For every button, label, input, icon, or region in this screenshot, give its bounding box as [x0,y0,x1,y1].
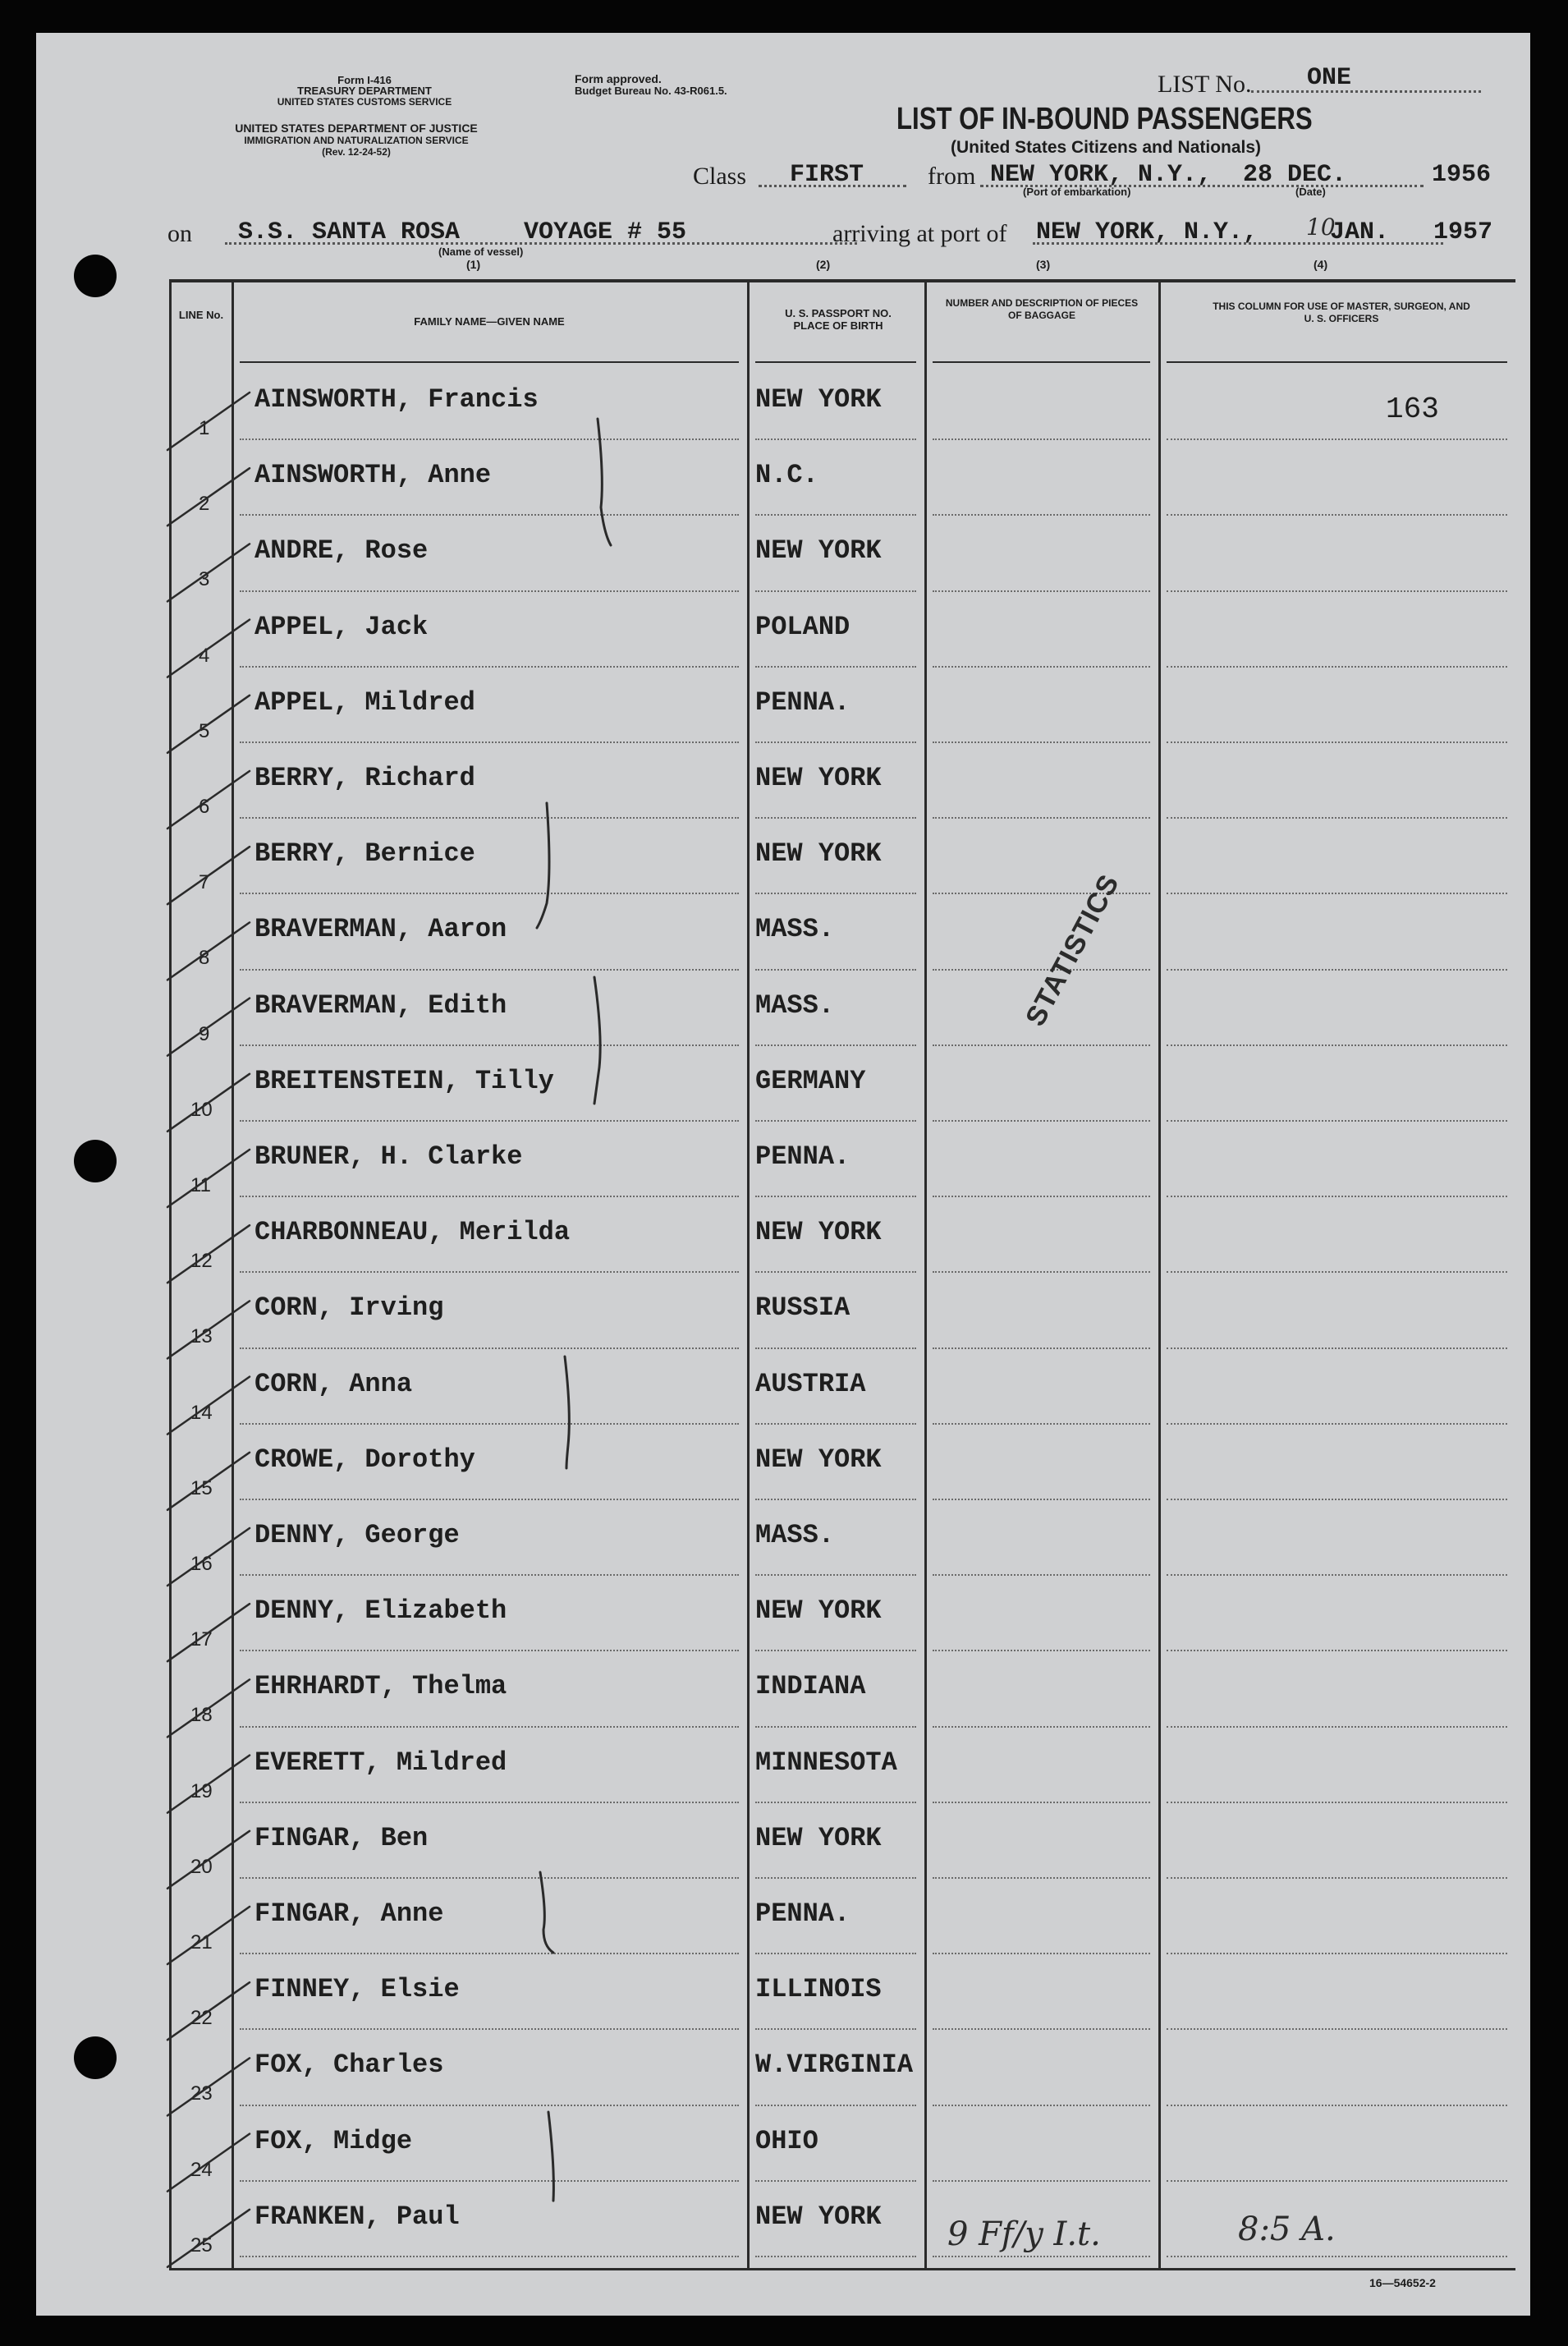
row-dotted-rule [755,2180,916,2182]
header-baggage: NUMBER AND DESCRIPTION OF PIECES OF BAGGAGE [945,297,1139,321]
row-dotted-rule [1167,2180,1507,2182]
row-dotted-rule [755,893,916,894]
place-of-birth: GERMANY [755,1065,866,1096]
row-dotted-rule [1167,1802,1507,1803]
table-row [36,2036,1530,2112]
row-dotted-rule [1167,514,1507,516]
document-page [36,33,1530,2316]
row-dotted-rule [240,1877,739,1879]
row-dotted-rule [1167,817,1507,819]
row-dotted-rule [240,1574,739,1576]
binder-hole-middle [74,1140,117,1182]
line-number: 4 [199,644,210,667]
table-row [36,1204,1530,1279]
header-rule-baggage [933,361,1150,363]
header-passport: U. S. PASSPORT NO. PLACE OF BIRTH [785,307,892,332]
passenger-name: BERRY, Richard [254,763,475,793]
row-dotted-rule [933,1726,1150,1728]
line-number: 24 [190,2158,213,2181]
place-of-birth: NEW YORK [755,1444,882,1475]
row-dotted-rule [240,741,739,743]
row-dotted-rule [933,2028,1150,2030]
row-dotted-rule [755,969,916,971]
row-dotted-rule [1167,1574,1507,1576]
place-of-birth: NEW YORK [755,2201,882,2232]
treasury-dept: TREASURY DEPARTMENT [297,85,432,97]
table-row [36,447,1530,522]
row-dotted-rule [240,2256,739,2257]
place-of-birth: NEW YORK [755,1217,882,1248]
row-dotted-rule [933,969,1150,971]
row-dotted-rule [240,817,739,819]
binder-hole-top [74,255,117,297]
row-dotted-rule [933,1802,1150,1803]
port-embark-caption: (Port of embarkation) [1023,186,1131,198]
row-dotted-rule [1167,1877,1507,1879]
header-rule-birth [755,361,916,363]
row-dotted-rule [240,1650,739,1651]
list-no-value: ONE [1307,64,1352,92]
table-row [36,1810,1530,1885]
row-dotted-rule [933,741,1150,743]
header-officers: THIS COLUMN FOR USE OF MASTER, SURGEON, AND U. S. OFFICERS [1213,301,1470,324]
passenger-name: FINNEY, Elsie [254,1974,460,2005]
passenger-name: AINSWORTH, Anne [254,460,492,491]
passenger-name: EVERETT, Mildred [254,1747,507,1778]
row-dotted-rule [933,1423,1150,1425]
row-dotted-rule [933,514,1150,516]
row-dotted-rule [1167,1423,1507,1425]
table-top-rule [169,279,1515,282]
form-number: Form I-416 [337,74,392,86]
row-dotted-rule [240,1802,739,1803]
row-dotted-rule [240,1423,739,1425]
row-dotted-rule [933,1499,1150,1500]
row-dotted-rule [1167,741,1507,743]
customs-service: UNITED STATES CUSTOMS SERVICE [277,96,452,108]
row-dotted-rule [755,1650,916,1651]
row-dotted-rule [1167,2105,1507,2106]
line-number: 6 [199,796,210,818]
table-row [36,1053,1530,1128]
row-dotted-rule [240,2180,739,2182]
table-row [36,750,1530,825]
place-of-birth: PENNA. [755,686,850,718]
table-bottom-rule [169,2268,1515,2270]
row-dotted-rule [933,2105,1150,2106]
row-dotted-rule [1167,1271,1507,1273]
place-of-birth: ILLINOIS [755,1974,882,2005]
justice-dept: UNITED STATES DEPARTMENT OF JUSTICE [235,122,478,135]
row-dotted-rule [755,741,916,743]
passenger-name: CROWE, Dorothy [254,1444,475,1475]
row-dotted-rule [1167,969,1507,971]
row-dotted-rule [755,1196,916,1197]
row-dotted-rule [240,2105,739,2106]
place-of-birth: NEW YORK [755,1822,882,1853]
row-dotted-rule [1167,1120,1507,1122]
row-dotted-rule [755,590,916,592]
row-dotted-rule [755,666,916,668]
from-year: 1956 [1432,161,1492,189]
class-value: FIRST [790,161,864,189]
line-number: 19 [190,1779,213,1802]
place-of-birth: NEW YORK [755,763,882,793]
table-row [36,1356,1530,1431]
passenger-name: BRUNER, H. Clarke [254,1141,523,1172]
table-row [36,1658,1530,1733]
line-number: 13 [190,1325,213,1348]
row-dotted-rule [933,1650,1150,1651]
table-row [36,674,1530,750]
table-row [36,1431,1530,1507]
arrival-day: 10 [1306,213,1336,241]
row-dotted-rule [755,1574,916,1576]
row-dotted-rule [240,666,739,668]
table-row [36,825,1530,901]
row-dotted-rule [933,666,1150,668]
row-dotted-rule [755,1271,916,1273]
line-number: 1 [199,417,210,439]
statistics-stamp: STATISTICS [1020,869,1126,1031]
row-dotted-rule [240,514,739,516]
table-row [36,599,1530,674]
row-dotted-rule [755,514,916,516]
row-dotted-rule [755,1802,916,1803]
passenger-name: FINGAR, Ben [254,1822,429,1853]
table-row [36,522,1530,598]
place-of-birth: NEW YORK [755,384,882,415]
line-number: 8 [199,947,210,970]
table-row [36,371,1530,447]
from-port: NEW YORK, N.Y., [990,161,1213,189]
place-of-birth: POLAND [755,611,850,642]
place-of-birth: N.C. [755,460,818,491]
place-of-birth: MASS. [755,914,835,945]
line-number: 7 [199,871,210,894]
table-row [36,977,1530,1053]
row-dotted-rule [755,1499,916,1500]
header-line-no: LINE No. [178,309,224,321]
revision: (Rev. 12-24-52) [322,146,391,158]
date-caption: (Date) [1295,186,1326,198]
line-number: 23 [190,2082,213,2105]
row-dotted-rule [240,1196,739,1197]
handwritten-note-baggage: 9 Ff/y I.t. [947,2215,1101,2253]
passenger-name: BERRY, Bernice [254,838,475,870]
row-dotted-rule [240,1347,739,1349]
line-number: 15 [190,1476,213,1499]
passenger-name: FOX, Midge [254,2125,413,2156]
row-dotted-rule [240,1953,739,1954]
row-dotted-rule [1167,1650,1507,1651]
passenger-name: DENNY, Elizabeth [254,1595,507,1627]
passenger-name: BRAVERMAN, Edith [254,989,507,1021]
passenger-name: AINSWORTH, Francis [254,384,539,415]
row-dotted-rule [933,2256,1150,2257]
table-row [36,901,1530,976]
line-number: 3 [199,568,210,591]
row-dotted-rule [755,438,916,440]
row-dotted-rule [755,2105,916,2106]
table-row [36,1507,1530,1582]
row-dotted-rule [755,1120,916,1122]
row-dotted-rule [933,1196,1150,1197]
list-no-dots [1251,90,1481,93]
passenger-name: APPEL, Mildred [254,686,475,718]
line-number: 9 [199,1022,210,1045]
row-dotted-rule [933,1271,1150,1273]
place-of-birth: PENNA. [755,1898,850,1929]
line-number: 10 [190,1098,213,1121]
line-number: 12 [190,1250,213,1273]
footer-code: 16—54652-2 [1369,2276,1436,2289]
place-of-birth: W.VIRGINIA [755,2050,914,2081]
on-label: on [167,220,192,247]
row-dotted-rule [240,893,739,894]
passenger-name: CORN, Anna [254,1368,413,1399]
row-dotted-rule [933,2180,1150,2182]
ins-service: IMMIGRATION AND NATURALIZATION SERVICE [244,135,469,146]
line-number: 5 [199,719,210,742]
arrival-port: NEW YORK, N.Y., [1036,218,1259,246]
row-dotted-rule [933,438,1150,440]
page-title: LIST OF IN-BOUND PASSENGERS [896,102,1313,136]
passenger-name: FINGAR, Anne [254,1898,444,1929]
row-dotted-rule [1167,590,1507,592]
line-number: 18 [190,1704,213,1727]
row-dotted-rule [933,590,1150,592]
page-subtitle: (United States Citizens and Nationals) [951,138,1262,157]
header-rule-name [240,361,739,363]
row-dotted-rule [240,590,739,592]
binder-hole-bottom [74,2036,117,2079]
passenger-name: APPEL, Jack [254,611,429,642]
handwritten-note-officers: 8:5 A. [1238,2211,1336,2248]
form-approved: Form approved. [575,72,662,85]
passenger-name: EHRHARDT, Thelma [254,1671,507,1702]
passenger-name: DENNY, George [254,1520,460,1550]
row-dotted-rule [240,2028,739,2030]
line-number: 11 [190,1174,211,1196]
table-row [36,1961,1530,2036]
line-number: 25 [190,2234,213,2256]
passenger-name: BREITENSTEIN, Tilly [254,1065,554,1096]
row-dotted-rule [933,1044,1150,1046]
row-dotted-rule [933,1347,1150,1349]
place-of-birth: MASS. [755,1520,835,1550]
from-date: 28 DEC. [1243,161,1347,189]
passenger-name: CHARBONNEAU, Merilda [254,1217,571,1248]
row-dotted-rule [755,1726,916,1728]
row-dotted-rule [933,1877,1150,1879]
line-number: 17 [190,1628,213,1651]
arrival-month: JAN. [1330,218,1390,246]
header-rule-officers [1167,361,1507,363]
vessel-caption: (Name of vessel) [438,246,524,258]
arrival-year: 1957 [1433,218,1493,246]
row-dotted-rule [1167,1499,1507,1500]
row-dotted-rule [240,1044,739,1046]
row-dotted-rule [755,1423,916,1425]
row-dotted-rule [1167,1953,1507,1954]
line-number: 21 [190,1931,213,1953]
row-dotted-rule [755,1877,916,1879]
place-of-birth: NEW YORK [755,1595,882,1627]
row-dotted-rule [755,817,916,819]
voyage-number: VOYAGE # 55 [524,218,687,246]
passenger-name: FRANKEN, Paul [254,2201,460,2232]
from-label: from [928,163,976,190]
table-row [36,1279,1530,1355]
arriving-label: arriving at port of [832,220,1007,247]
col-marker-2: (2) [816,258,831,271]
passenger-name: FOX, Charles [254,2050,444,2081]
line-number: 14 [190,1401,213,1424]
place-of-birth: NEW YORK [755,838,882,870]
row-dotted-rule [1167,2256,1507,2257]
row-dotted-rule [933,1120,1150,1122]
row-dotted-rule [1167,666,1507,668]
table-row [36,1582,1530,1658]
place-of-birth: INDIANA [755,1671,866,1702]
row-dotted-rule [755,1347,916,1349]
row-dotted-rule [755,1044,916,1046]
passenger-name: BRAVERMAN, Aaron [254,914,507,945]
passenger-name: ANDRE, Rose [254,535,429,567]
place-of-birth: NEW YORK [755,535,882,567]
line-number: 16 [190,1553,213,1575]
place-of-birth: MASS. [755,989,835,1021]
row-dotted-rule [240,1271,739,1273]
place-of-birth: AUSTRIA [755,1368,866,1399]
line-number: 20 [190,1855,213,1878]
budget-bureau: Budget Bureau No. 43-R061.5. [575,85,727,97]
row-dotted-rule [1167,1347,1507,1349]
row-dotted-rule [755,1953,916,1954]
list-no-label: LIST No. [1158,71,1252,98]
col-marker-1: (1) [466,258,481,271]
col-marker-4: (4) [1314,258,1328,271]
row-dotted-rule [755,2256,916,2257]
table-row [36,1734,1530,1810]
vessel-name: S.S. SANTA ROSA [238,218,461,246]
row-dotted-rule [240,438,739,440]
row-dotted-rule [933,1953,1150,1954]
row-dotted-rule [240,1726,739,1728]
row-dotted-rule [933,1574,1150,1576]
place-of-birth: OHIO [755,2125,818,2156]
row-dotted-rule [933,817,1150,819]
class-label: Class [693,163,747,190]
table-row [36,2113,1530,2188]
col-marker-3: (3) [1036,258,1051,271]
passenger-name: CORN, Irving [254,1292,444,1324]
table-row [36,1128,1530,1204]
row-dotted-rule [755,2028,916,2030]
row-dotted-rule [1167,1196,1507,1197]
header-name: FAMILY NAME—GIVEN NAME [414,315,565,328]
row-dotted-rule [240,969,739,971]
row-dotted-rule [240,1499,739,1500]
place-of-birth: RUSSIA [755,1292,850,1324]
row-dotted-rule [1167,1044,1507,1046]
row-dotted-rule [1167,1726,1507,1728]
officer-note-row-1: 163 [1386,393,1439,426]
row-dotted-rule [1167,438,1507,440]
row-dotted-rule [1167,893,1507,894]
line-number: 2 [199,493,210,516]
line-number: 22 [190,2007,213,2030]
table-row [36,1885,1530,1961]
row-dotted-rule [240,1120,739,1122]
place-of-birth: MINNESOTA [755,1747,897,1778]
row-dotted-rule [1167,2028,1507,2030]
place-of-birth: PENNA. [755,1141,850,1172]
